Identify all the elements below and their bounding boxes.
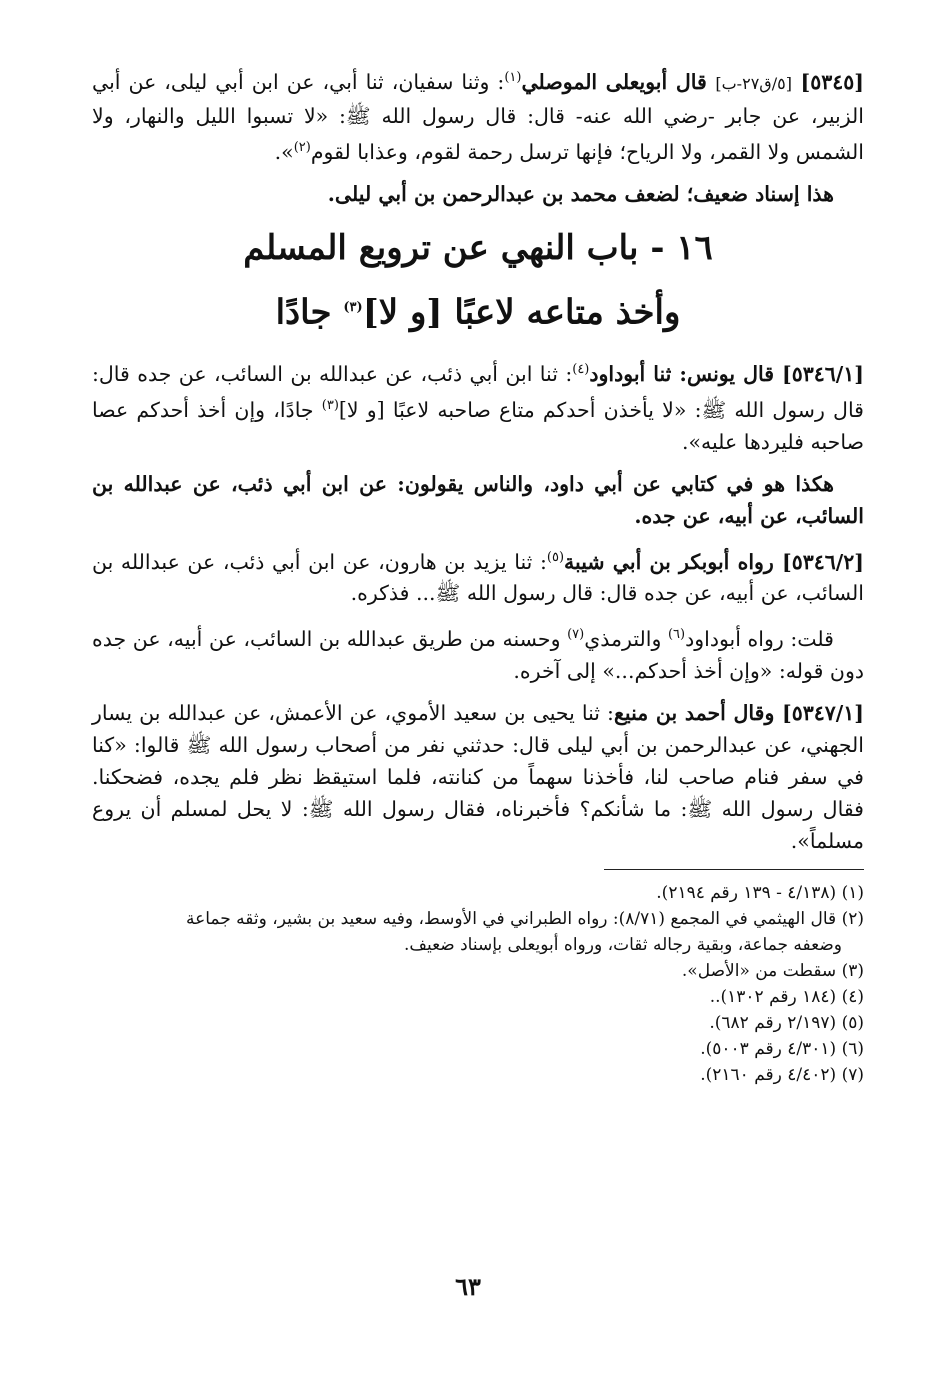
hadith-text: : ثنا ابن أبي ذئب، عن عبدالله بن السائب، عن جده قال: قال رسول الله ﷺ: «لا يأخذن أحدكم متاع صاحبه لاعبًا [و لا] — [92, 361, 864, 422]
hadith-5346-1 — [92, 354, 864, 458]
footnote-2-cont: وضعفه جماعة، وبقية رجاله ثقات، ورواه أبويعلى بإسناد ضعيف. — [403, 935, 842, 956]
hadith-5345 — [92, 62, 864, 168]
narrator: رواه أبوبكر بن أبي شيبة — [564, 549, 774, 574]
page-number: ٦٣ — [455, 1272, 481, 1301]
hadith-number: [٥٣٤٥] — [791, 69, 864, 94]
hadith-number: [٥٣٤٧/١] — [774, 701, 864, 726]
hadith-number: [٥٣٤٦/١] — [774, 361, 864, 386]
footnote-3: (٣) سقطت من «الأصل». — [681, 961, 864, 982]
narrator: وقال أحمد بن منيع — [613, 701, 775, 726]
author-note: هكذا هو في كتابي عن أبي داود، والناس يقولون: عن ابن أبي ذئب، عن عبدالله بن السائب، عن أبيه، عن جده. — [92, 471, 864, 528]
chapter-title: ١٦ - باب النهي عن ترويع المسلم — [243, 227, 713, 268]
editor-comment — [92, 619, 864, 687]
comment-c: وحسنه من طريق عبدالله بن السائب، عن أبيه، عن جده دون قوله: «وإن أخذ أحدكم...» إلى آخره. — [92, 627, 864, 684]
footnote-5: (٥) (٢/١٩٧ رقم ٦٨٢). — [709, 1013, 864, 1034]
hadith-text-end: ». — [274, 139, 294, 164]
footnote-marker: (٧) — [567, 627, 585, 643]
footnote-7: (٧) (٤/٤٠٢ رقم ٢١٦٠). — [700, 1065, 864, 1086]
chapter-subtitle-a: وأخذ متاعه لاعبًا [و لا] — [362, 291, 681, 332]
comment-a: قلت: رواه أبوداود — [685, 627, 834, 652]
footnote-marker: (٢) — [293, 139, 311, 155]
hadith-text: : ثنا يزيد بن هارون، عن ابن أبي ذئب، عن عبدالله بن السائب، عن أبيه، عن جده قال: قال رسول الله ﷺ... فذكره. — [92, 549, 864, 606]
footnote-separator — [604, 869, 864, 870]
hadith-text: : وثنا سفيان، ثنا أبي، عن ابن أبي ليلى، عن أبي الزبير، عن جابر -رضي الله عنه- قال: قال رسول الله ﷺ: «لا تسبوا الليل والنهار، ولا الشمس ولا القمر، ولا الرياح؛ فإنها ترسل رحمة لقوم، وعذابا لقوم — [92, 69, 864, 164]
footnote-marker: (٥) — [546, 549, 565, 565]
hadith-number: [٥٣٤٦/٢] — [773, 549, 864, 574]
footnote-marker: (٤) — [572, 361, 590, 377]
manuscript-ref: [٥/ق٢٧-ب] — [715, 73, 792, 93]
footnotes — [92, 880, 864, 1088]
hadith-5346-2 — [92, 542, 864, 610]
narrator: قال أبويعلى الموصلي — [521, 69, 716, 94]
hadith-text: : ثنا يحيى بن سعيد الأموي، عن الأعمش، عن عبدالله بن يسار الجهني، عن عبدالرحمن بن أبي ليلى قال: حدثني نفر من أصحاب رسول الله ﷺ قالوا: «كنا في سفر فنام صاحب لنا، فأخذنا سهماً من كنانته، فلما استيقظ نظر فلم يجده، فضحكنا. فقال رسول الله ﷺ: ما شأنكم؟ فأخبرناه، فقال رسول الله ﷺ: لا يحل لمسلم أن يروع مسلماً». — [92, 701, 864, 854]
hadith-5347 — [92, 697, 864, 857]
page-body — [92, 62, 864, 1088]
grading-note: هذا إسناد ضعيف؛ لضعف محمد بن عبدالرحمن بن أبي ليلى. — [327, 181, 834, 206]
chapter-subtitle — [92, 280, 864, 340]
comment-b: والترمذي — [584, 627, 668, 652]
narrator: قال يونس: ثنا أبوداود — [589, 361, 775, 386]
footnote-marker: (٣) — [343, 299, 363, 315]
footnote-1: (١) (٤/١٣٨ - ١٣٩ رقم ٢١٩٤). — [656, 883, 864, 904]
footnote-6: (٦) (٤/٣٠١ رقم ٥٠٠٣). — [700, 1039, 864, 1060]
footnote-marker: (١) — [504, 70, 522, 85]
hadith-text-2: جادًا، وإن أخذ أحدكم عصا صاحبه فليردها عليه». — [92, 397, 864, 454]
footnote-4: (٤) (١٨٤ رقم ١٣٠٢).. — [709, 987, 864, 1008]
footnote-marker: (٣) — [321, 397, 339, 413]
chapter-subtitle-b: جادًا — [275, 291, 344, 332]
footnote-2: (٢) قال الهيثمي في المجمع (٨/٧١): رواه الطبراني في الأوسط، وفيه سعيد بن بشير، وثقه جماعة — [185, 909, 864, 930]
footnote-marker: (٦) — [667, 627, 686, 643]
